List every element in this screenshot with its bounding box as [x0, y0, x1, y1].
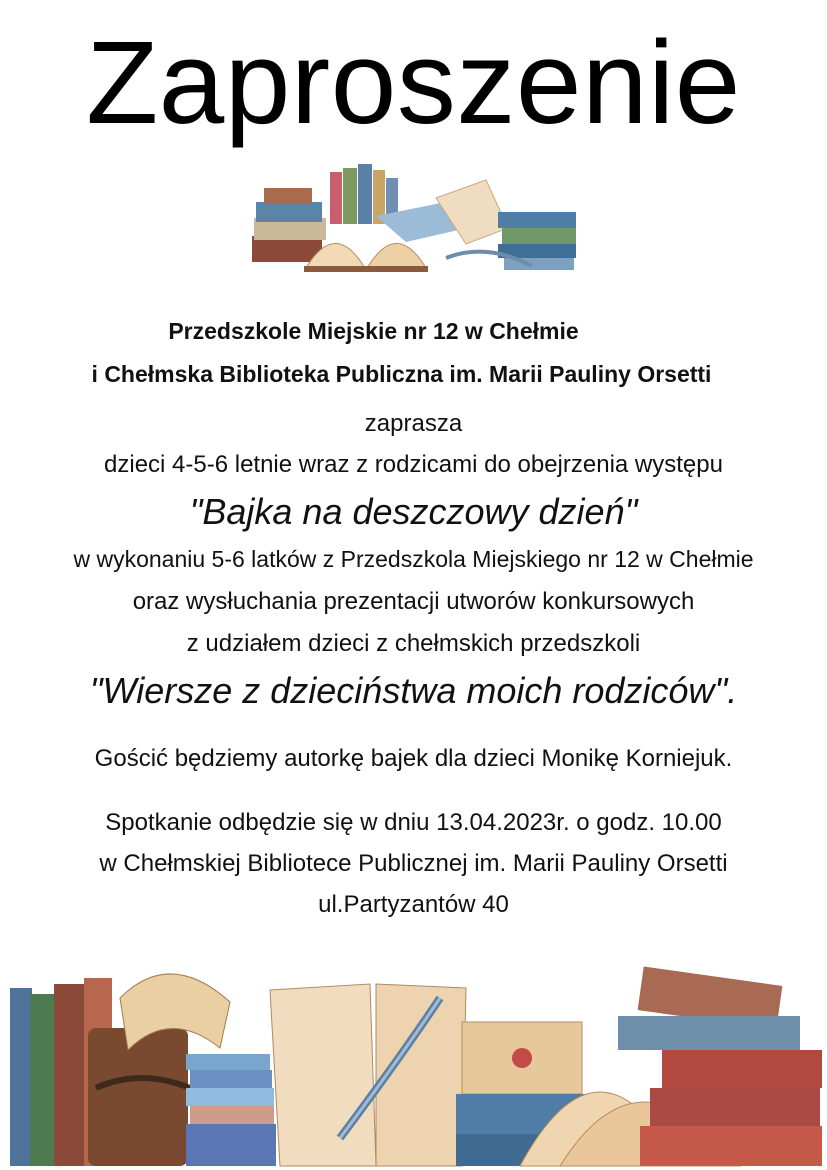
- meeting-address: ul.Partyzantów 40: [318, 891, 509, 918]
- books-illustration-top: [246, 158, 582, 286]
- guest-text: Gościć będziemy autorkę bajek dla dzieci Monikę Korniejuk.: [94, 745, 733, 772]
- audience-text: dzieci 4-5-6 letnie wraz z rodzicami do obejrzenia występu: [104, 451, 723, 478]
- organizer-line-1: Przedszkole Miejskie nr 12 w Chełmie: [168, 318, 579, 344]
- meeting-line-2: w Chełmskiej Bibliotece Publicznej im. Marii Pauliny Orsetti: [99, 850, 728, 877]
- contest-title: "Wiersze z dzieciństwa moich rodziców".: [89, 670, 738, 711]
- page-title: Zaproszenie: [86, 17, 741, 149]
- invites-text: zaprasza: [364, 410, 463, 437]
- performed-by-text: w wykonaniu 5-6 latków z Przedszkola Miejskiego nr 12 w Chełmie: [73, 546, 754, 572]
- show-title: "Bajka na deszczowy dzień": [189, 491, 638, 532]
- meeting-line-1: Spotkanie odbędzie się w dniu 13.04.2023r. o godz. 10.00: [105, 809, 722, 836]
- presentation-line-1: oraz wysłuchania prezentacji utworów konkursowych: [132, 588, 695, 615]
- presentation-line-2: z udziałem dzieci z chełmskich przedszkoli: [186, 630, 641, 657]
- books-illustration-bottom: [0, 958, 827, 1170]
- organizer-line-2: i Chełmska Biblioteka Publiczna im. Marii Pauliny Orsetti: [91, 361, 712, 387]
